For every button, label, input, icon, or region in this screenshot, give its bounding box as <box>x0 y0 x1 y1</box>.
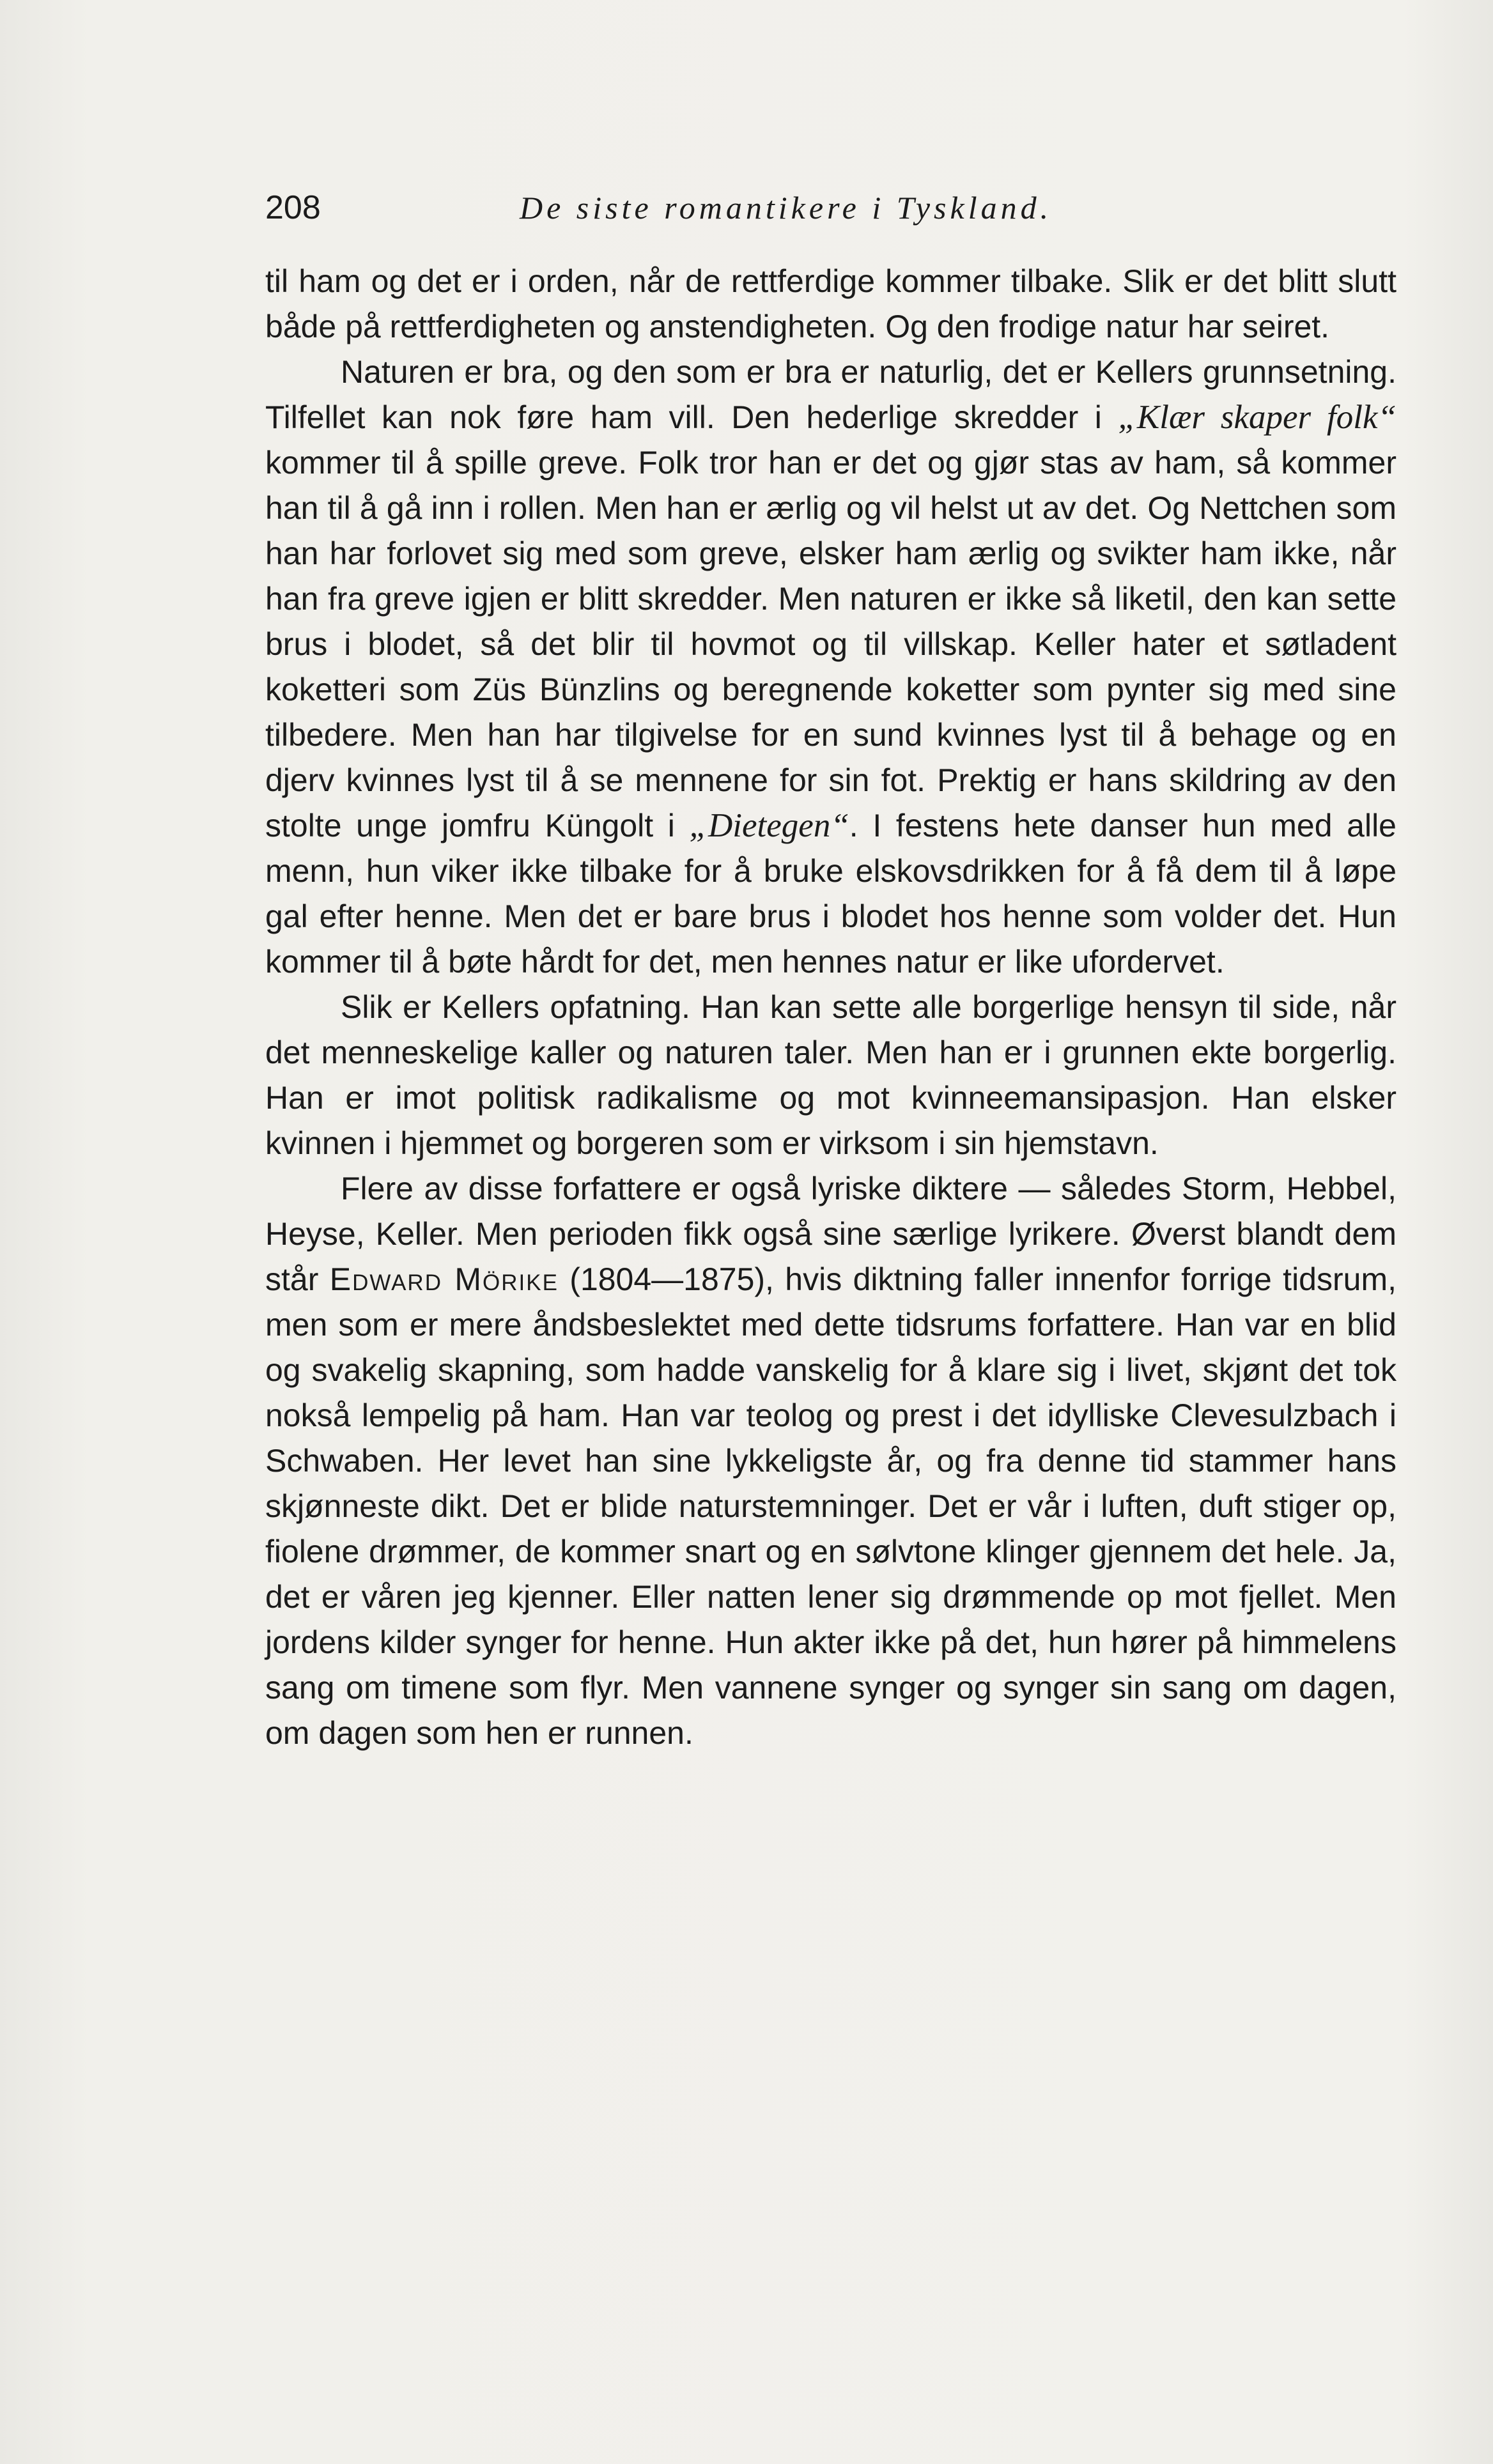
text-run: Flere av disse forfattere er også lyriske diktere — således Storm, Hebbel, Heyse, Keller. Men perioden fikk også sine særlige lyrikere. Øverst blandt dem står <box>265 1171 1396 1297</box>
book-title-italic: „Dietegen“ <box>689 807 849 844</box>
text-run: kommer til å spille greve. Folk tror han er det og gjør stas av ham, så kommer han til å gå inn i rollen. Men han er ærlig og vil helst ut av det. Og Nettchen som han har forlovet sig med som greve, elsker ham ærlig og svikter ham ikke, når han fra greve igjen er blitt skredder. Men naturen er ikke så liketil, den kan sette brus i blodet, så det blir til hovmot og til villskap. Keller hater et søtladent koketteri som Züs Bünzlins og beregnende koketter som pynter sig med sine tilbedere. Men han har tilgivelse for en sund kvinnes lyst til å behage og en djerv kvinnes lyst til å se mennene for sin fot. Prektig er hans skildring av den stolte unge jomfru Küngolt i <box>265 445 1396 843</box>
text-run: Naturen er bra, og den som er bra er naturlig, det er Kellers grunnsetning. Tilfellet kan nok føre ham vill. Den hederlige skredder i <box>265 354 1396 435</box>
paragraph <box>265 1166 1396 1756</box>
running-head <box>265 182 1396 233</box>
author-name-smallcaps: Edward Mörike <box>329 1261 559 1297</box>
text-run: . I festens hete danser hun med alle menn, hun viker ikke tilbake for å bruke elskovsdrikken for å få dem til å løpe gal efter henne. Men det er bare brus i blodet hos henne som volder det. Hun kommer til å bøte hårdt for det, men hennes natur er like ufordervet. <box>265 808 1396 980</box>
running-title: De siste romantikere i Tyskland. <box>520 190 1053 226</box>
body-text <box>265 259 1396 1756</box>
text-run: Slik er Kellers opfatning. Han kan sette alle borgerlige hensyn til side, når det menneskelige kaller og naturen taler. Men han er i grunnen ekte borgerlig. Han er imot politisk radikalisme og mot kvinneemansipasjon. Han elsker kvinnen i hjemmet og borgeren som er virksom i sin hjemstavn. <box>265 989 1396 1161</box>
paragraph <box>265 985 1396 1166</box>
page-number: 208 <box>265 189 321 226</box>
text-run: til ham og det er i orden, når de rettferdige kommer tilbake. Slik er det blitt slutt både på rettferdigheten og anstendigheten. Og den frodige natur har seiret. <box>265 263 1396 344</box>
paragraph <box>265 350 1396 985</box>
paragraph <box>265 259 1396 350</box>
text-run: (1804—1875), hvis diktning faller innenfor forrige tidsrum, men som er mere åndsbeslektet med dette tidsrums forfattere. Han var en blid og svakelig skapning, som hadde vanskelig for å klare sig i livet, skjønt det tok nokså lempelig på ham. Han var teolog og prest i det idylliske Clevesulzbach i Schwaben. Her levet han sine lykkeligste år, og fra denne tid stammer hans skjønneste dikt. Det er blide naturstemninger. Det er vår i luften, duft stiger op, fiolene drømmer, de kommer snart og en sølvtone klinger gjennem det hele. Ja, det er våren jeg kjenner. Eller natten lener sig drømmende op mot fjellet. Men jordens kilder synger for henne. Hun akter ikke på det, hun hører på himmelens sang om timene som flyr. Men vannene synger og synger sin sang om dagen, om dagen som hen er runnen. <box>265 1261 1396 1751</box>
book-title-italic: „Klær skaper folk“ <box>1118 399 1396 436</box>
